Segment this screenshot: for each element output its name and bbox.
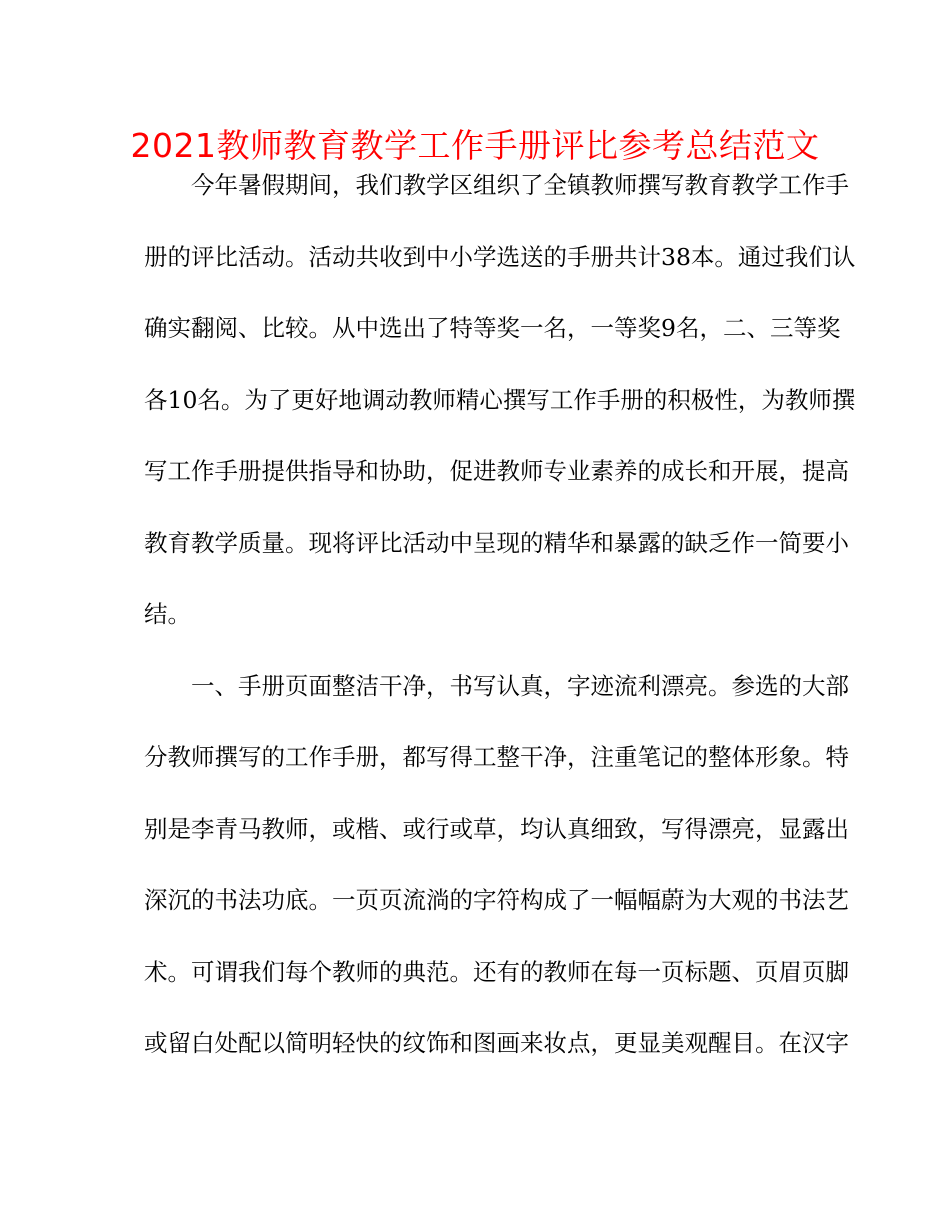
body-line: 教育教学质量。现将评比活动中呈现的精华和暴露的缺乏作一简要小 [144, 529, 849, 557]
body-line: 结。 [144, 600, 191, 628]
body-line: 或留白处配以简明轻快的纹饰和图画来妆点，更显美观醒目。在汉字 [144, 1029, 849, 1057]
body-line: 分教师撰写的工作手册，都写得工整干净，注重笔记的整体形象。特 [144, 743, 849, 771]
body-line: 册的评比活动。活动共收到中小学选送的手册共计38本。通过我们认 [144, 243, 856, 271]
body-line: 术。可谓我们每个教师的典范。还有的教师在每一页标题、页眉页脚 [144, 958, 849, 986]
body-line: 别是李青马教师，或楷、或行或草，均认真细致，写得漂亮，显露出 [144, 815, 849, 843]
body-line: 各10名。为了更好地调动教师精心撰写工作手册的积极性，为教师撰 [144, 386, 856, 414]
body-line: 确实翻阅、比较。从中选出了特等奖一名，一等奖9名，二、三等奖 [144, 314, 841, 342]
document-title: 2021教师教育教学工作手册评比参考总结范文 [130, 126, 820, 165]
body-line: 写工作手册提供指导和协助，促进教师专业素养的成长和开展，提高 [144, 457, 849, 485]
body-line: 今年暑假期间，我们教学区组织了全镇教师撰写教育教学工作手 [144, 171, 849, 199]
body-line: 一、手册页面整洁干净，书写认真，字迹流利漂亮。参选的大部 [144, 672, 849, 700]
body-line: 深沉的书法功底。一页页流淌的字符构成了一幅幅蔚为大观的书法艺 [144, 886, 849, 914]
